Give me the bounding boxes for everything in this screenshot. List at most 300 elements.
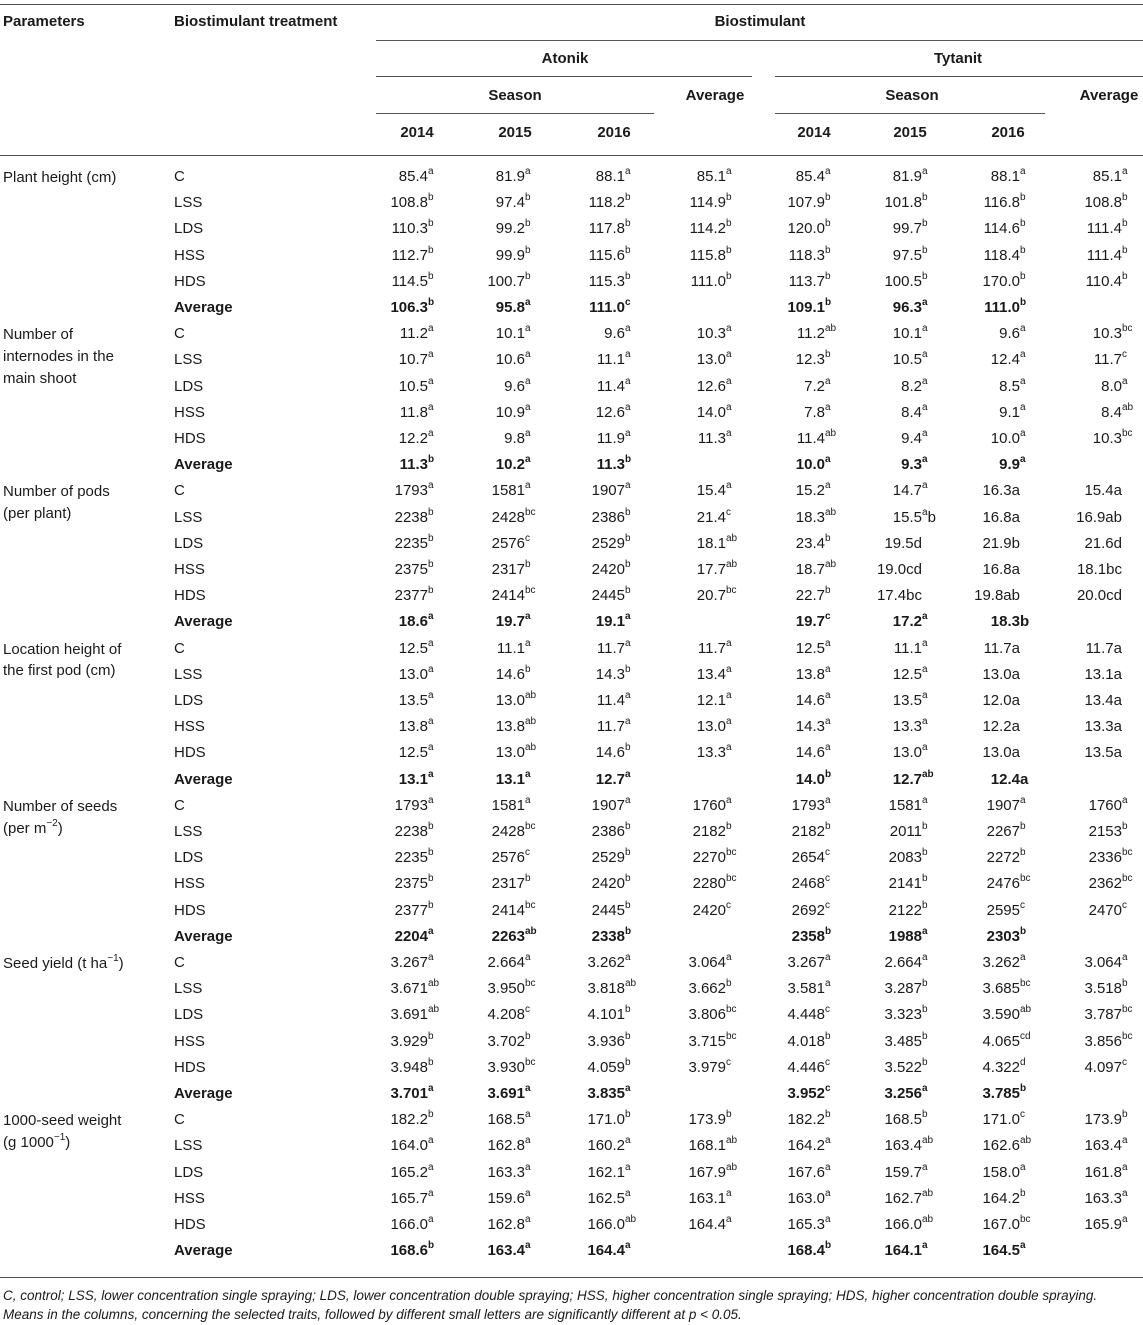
significance-letter: b (625, 899, 631, 911)
cell-letters (428, 612, 434, 632)
significance-letter: ab (726, 559, 738, 570)
cell-letters (625, 979, 636, 999)
significance-letter: a (825, 375, 831, 387)
significance-letter: b (825, 925, 832, 937)
parameter-label-last (3, 818, 163, 840)
significance-letter: ab (428, 1004, 440, 1016)
cell-letters (525, 1032, 531, 1052)
cell-letters (726, 481, 732, 501)
significance-letter: c (726, 506, 731, 518)
cell-letters (428, 350, 434, 370)
significance-letter: ab (825, 559, 837, 570)
treatment-label: LSS (174, 823, 203, 840)
significance-letter: a (1020, 428, 1026, 439)
cell-letters (726, 219, 732, 239)
cell-number: 114.5 (391, 272, 428, 290)
significance-letter: a (825, 663, 831, 675)
cell-letters (428, 272, 434, 292)
cell-number: 14.6 (795, 692, 825, 709)
significance-letter: a (625, 768, 631, 780)
cell-number: 12.6 (696, 377, 726, 395)
cell-number: 2420 (692, 901, 726, 919)
cell-letters (825, 481, 831, 501)
significance-letter: b (726, 244, 732, 256)
cell-number: 12.5 (892, 665, 922, 683)
cell-letters (825, 1215, 831, 1235)
cell-number: 117.8 (588, 220, 625, 238)
cell-letters (625, 272, 631, 292)
significance-letter: b (428, 506, 434, 518)
significance-letter: ab (525, 716, 537, 728)
cell-number: 163.3 (1084, 1189, 1122, 1207)
header-treatment: Biostimulant treatment (174, 13, 338, 30)
cell-number: 1793 (394, 482, 428, 500)
cell-number: 4.446 (787, 1058, 825, 1076)
cell-letters (726, 560, 737, 580)
cell-letters (922, 1136, 933, 1156)
significance-letter: b (625, 1004, 631, 1016)
cell-number: 2476 (986, 875, 1020, 893)
significance-letter: b (1020, 847, 1026, 859)
cell-number: 3.064 (1084, 954, 1122, 971)
cell-number: 3.267 (390, 954, 428, 971)
cell-letters (726, 508, 731, 528)
cell-number: 10.3 (696, 325, 726, 343)
significance-letter: bc (1122, 1004, 1133, 1016)
significance-letter: a (922, 1240, 928, 1252)
cell-letters (625, 219, 631, 239)
significance-letter: a (825, 166, 831, 177)
cell-number: 1760 (692, 796, 726, 814)
significance-letter: b (428, 847, 434, 859)
significance-letter: bc (525, 585, 536, 597)
cell-letters (428, 324, 434, 344)
cell-letters (726, 1005, 737, 1025)
cell-number: 11.3 (596, 456, 625, 474)
cell-letters (625, 193, 631, 213)
significance-letter: b (1122, 1109, 1128, 1121)
significance-letter: a (726, 952, 732, 963)
cell-number: 14.7 (892, 482, 922, 500)
significance-letter: a (922, 166, 928, 177)
cell-letters (726, 979, 732, 999)
treatment-label: HSS (174, 718, 205, 736)
treatment-label: HDS (174, 1058, 206, 1076)
treatment-label: LDS (174, 1163, 204, 1181)
cell-number: 10.5 (398, 377, 428, 395)
significance-letter: bc (726, 1004, 737, 1016)
cell-number: 13.3 (696, 744, 726, 762)
cell-letters (525, 560, 531, 580)
significance-letter: a (625, 611, 631, 623)
treatment-label: HDS (174, 1216, 206, 1233)
significance-letter: b (625, 506, 631, 518)
cell-letters (428, 743, 434, 763)
cell-number: 2692 (791, 901, 825, 919)
cell-letters (428, 219, 434, 239)
treatment-label: LSS (174, 508, 203, 526)
significance-letter: ab (922, 1214, 934, 1225)
cell-letters (922, 1032, 928, 1052)
parameter-label (3, 953, 163, 975)
cell-number: 9.8 (504, 430, 525, 447)
significance-letter: a (625, 166, 631, 177)
cell-number: 10.3 (1092, 325, 1122, 343)
cell-number: 2445 (591, 587, 625, 605)
cell-letters (428, 1084, 434, 1104)
cell-number: 9.3 (901, 456, 922, 474)
cell-number: 2386 (591, 823, 625, 840)
cell-letters (825, 403, 831, 423)
cell-number: 171.0 (982, 1111, 1020, 1129)
significance-letter: a (922, 742, 928, 754)
cell-letters (825, 455, 831, 475)
cell-letters (525, 193, 531, 213)
significance-letter: a (825, 1161, 831, 1173)
significance-letter: b (922, 1056, 928, 1068)
cell-letters (825, 1084, 831, 1104)
cell-letters (922, 717, 928, 737)
cell-number: 3.485 (884, 1032, 922, 1050)
header-atonik-season: Season (488, 87, 542, 104)
cell-number: 12.2a (982, 718, 1020, 736)
cell-number: 2468 (791, 875, 825, 893)
parameter-label-line: Number of (3, 326, 74, 344)
significance-letter: a (525, 1240, 531, 1252)
header-tytanit: Tytanit (933, 50, 983, 67)
cell-letters (1020, 1032, 1031, 1052)
cell-number: 18.3 (990, 613, 1020, 631)
cell-letters (1122, 193, 1128, 213)
cell-letters (825, 534, 831, 554)
cell-letters (625, 350, 631, 370)
cell-number: 13.4 (696, 665, 726, 683)
cell-number: 14.3 (795, 718, 825, 736)
cell-number: 9.1 (999, 403, 1020, 421)
significance-letter: ab (922, 1135, 934, 1147)
cell-number: 108.8 (1084, 194, 1122, 212)
cell-letters (525, 1163, 531, 1183)
significance-letter: a (428, 428, 434, 439)
cell-letters (625, 796, 631, 816)
cell-letters (1020, 770, 1028, 790)
cell-number: 110.3 (391, 220, 428, 238)
cell-number: 168.6 (390, 1242, 428, 1260)
cell-letters (825, 560, 836, 580)
significance-letter: a (525, 401, 531, 413)
cell-number: 85.1 (696, 168, 726, 185)
cell-number: 2428 (491, 823, 525, 840)
cell-letters (625, 1058, 631, 1078)
cell-number: 2445 (591, 901, 625, 919)
cell-letters (525, 429, 531, 449)
significance-letter: a (1020, 375, 1026, 387)
significance-letter: b (428, 821, 434, 832)
significance-letter: b (625, 585, 631, 597)
significance-letter-inline: b (1020, 613, 1030, 631)
significance-letter: a (726, 716, 732, 728)
significance-letter: a (525, 375, 531, 387)
cell-letters (825, 665, 831, 685)
cell-number: 1907 (591, 482, 625, 500)
cell-number: 2182 (692, 823, 726, 840)
cell-letters (922, 953, 928, 973)
significance-letter: b (428, 244, 434, 256)
header-atonik: Atonik (541, 50, 589, 67)
significance-letter: c (1020, 899, 1025, 911)
cell-number: 85.1 (1092, 168, 1122, 185)
cell-letters (726, 324, 732, 344)
cell-number: 9.9 (999, 456, 1020, 474)
significance-letter: b (922, 244, 928, 256)
cell-letters (625, 901, 631, 921)
significance-letter: b (428, 297, 435, 308)
significance-letter: ab (825, 323, 837, 335)
cell-number: 164.2 (787, 1137, 825, 1155)
significance-letter: a (922, 952, 928, 963)
cell-number: 11.2 (796, 325, 825, 343)
header-tytanit-average: Average (1079, 87, 1139, 104)
significance-letter: b (1020, 270, 1026, 282)
cell-number: 12.7 (595, 770, 625, 788)
cell-letters (1122, 1163, 1128, 1183)
significance-letter: a (428, 637, 434, 649)
cell-letters (1122, 979, 1128, 999)
cell-number: 21.6d (1084, 534, 1122, 552)
cell-number: 11.4 (796, 430, 825, 447)
cell-letters (726, 1136, 737, 1156)
treatment-label: HDS (174, 430, 206, 447)
significance-letter: bc (1122, 1030, 1133, 1042)
cell-letters (525, 167, 531, 187)
cell-letters (922, 193, 928, 213)
cell-number: 11.7 (596, 718, 625, 736)
cell-number: 8.0 (1101, 377, 1122, 395)
cell-number: 2377 (394, 587, 428, 605)
significance-letter: a (625, 428, 631, 439)
average-row-label: Average (174, 456, 233, 474)
cell-letters (428, 1032, 434, 1052)
cell-letters (726, 717, 732, 737)
significance-letter: bc (525, 1056, 536, 1068)
significance-letter: bc (1020, 1214, 1031, 1225)
cell-letters (922, 1215, 933, 1235)
cell-number: 2595 (986, 901, 1020, 919)
cell-letters (1020, 822, 1026, 842)
cell-letters (428, 822, 434, 842)
parameter-label-line: internodes in the (3, 347, 114, 365)
cell-number: 3.856 (1084, 1032, 1122, 1050)
cell-letters (428, 639, 434, 659)
cell-letters (428, 429, 434, 449)
significance-letter: a (428, 1135, 434, 1147)
cell-letters (1020, 193, 1026, 213)
cell-number: 112.7 (391, 246, 428, 264)
cell-letters (825, 612, 831, 632)
treatment-label: HSS (174, 1032, 205, 1050)
cell-number: 2529 (591, 534, 625, 552)
cell-number: 2386 (591, 508, 625, 526)
cell-letters (922, 508, 936, 528)
cell-number: 11.9 (596, 430, 625, 447)
significance-letter: b (428, 585, 434, 597)
cell-letters (428, 770, 434, 790)
cell-number: 13.0a (982, 744, 1020, 762)
cell-number: 3.930 (487, 1058, 525, 1076)
cell-number: 4.448 (787, 1006, 825, 1024)
treatment-label: HDS (174, 901, 206, 919)
parameter-label (3, 167, 163, 189)
significance-letter: ab (726, 1161, 738, 1173)
significance-letter: b (428, 1056, 434, 1068)
cell-number: 3.671 (390, 980, 428, 998)
tytanit-season-underline (775, 113, 1045, 114)
cell-number: 111.4 (1086, 220, 1122, 238)
treatment-label: HSS (174, 875, 205, 893)
cell-letters (1020, 848, 1026, 868)
cell-letters (625, 534, 631, 554)
significance-letter: a (1122, 952, 1128, 963)
cell-letters (1020, 1058, 1026, 1078)
significance-letter: b (525, 270, 531, 282)
cell-number: 2238 (394, 508, 428, 526)
cell-number: 13.0 (892, 744, 922, 762)
cell-letters (1122, 377, 1128, 397)
cell-letters (428, 534, 434, 554)
significance-letter: b (1122, 270, 1128, 282)
significance-letter: bc (1020, 873, 1031, 885)
cell-number: 3.691 (487, 1085, 525, 1102)
cell-letters (625, 324, 631, 344)
cell-number: 95.8 (495, 299, 525, 316)
cell-number: 12.5 (398, 744, 428, 762)
cell-number: 12.7 (892, 770, 922, 788)
significance-letter: a (428, 349, 434, 361)
cell-number: 2235 (394, 849, 428, 867)
cell-number: 2358 (791, 927, 825, 945)
significance-letter: a (525, 794, 531, 806)
significance-letter: b (726, 218, 732, 230)
table-bottom-rule (0, 1277, 1143, 1278)
significance-letter: b (625, 559, 631, 570)
cell-number: 10.3 (1092, 430, 1122, 447)
significance-letter: ab (525, 742, 537, 754)
cell-letters (428, 691, 434, 711)
cell-number: 164.2 (982, 1189, 1020, 1207)
cell-number: 13.3a (1084, 718, 1122, 736)
cell-number: 3.785 (982, 1085, 1020, 1102)
cell-number: 11.7a (1085, 639, 1122, 657)
significance-letter: a (525, 349, 531, 361)
cell-letters (922, 219, 928, 239)
parameter-label (3, 639, 163, 682)
parameter-label-line: Location height of (3, 640, 122, 658)
significance-letter: a (525, 480, 531, 492)
cell-number: 166.0 (587, 1216, 625, 1233)
treatment-label: LDS (174, 220, 204, 238)
significance-letter: a (428, 663, 434, 675)
header-year: 2015 (893, 124, 927, 141)
cell-letters (1122, 272, 1128, 292)
significance-letter: c (825, 847, 830, 859)
cell-letters (922, 848, 928, 868)
significance-letter: a (625, 401, 631, 413)
cell-number: 2.664 (884, 954, 922, 971)
cell-number: 114.2 (689, 220, 726, 238)
significance-letter: a (1020, 166, 1026, 177)
cell-number: 1581 (491, 482, 525, 500)
cell-number: 10.1 (892, 325, 922, 343)
significance-letter: bc (1122, 428, 1133, 439)
cell-letters (825, 1136, 831, 1156)
cell-letters (1020, 1136, 1031, 1156)
treatment-label: LSS (174, 1137, 203, 1155)
cell-number: 11.1 (496, 639, 525, 657)
significance-letter: a (1020, 1240, 1026, 1252)
cell-letters (825, 953, 831, 973)
parameter-label-line: Seed yield (t ha (3, 955, 108, 972)
parameter-label-last (3, 953, 163, 975)
significance-letter: a (525, 166, 531, 177)
cell-number: 18.6 (398, 613, 428, 631)
cell-number: 9.6 (504, 377, 525, 395)
cell-number: 81.9 (495, 168, 525, 185)
significance-letter: a (625, 794, 631, 806)
significance-letter: a (825, 794, 831, 806)
cell-number: 10.5 (892, 351, 922, 369)
cell-letters (625, 1241, 631, 1261)
cell-number: 182.2 (390, 1111, 428, 1129)
cell-number: 17.4bc (876, 587, 922, 605)
header-year: 2016 (991, 124, 1025, 141)
cell-letters (825, 743, 831, 763)
cell-letters (1020, 272, 1026, 292)
cell-letters (726, 1058, 731, 1078)
parameter-label (3, 1110, 163, 1153)
significance-letter: b (525, 663, 531, 675)
cell-letters (428, 979, 439, 999)
cell-letters (1020, 350, 1026, 370)
significance-letter: ab (525, 925, 537, 937)
cell-number: 13.1 (398, 770, 428, 788)
cell-letters (1122, 1215, 1128, 1235)
treatment-label: HDS (174, 744, 206, 762)
cell-number: 3.806 (688, 1006, 726, 1024)
cell-number: 15.4 (696, 482, 726, 500)
significance-letter: b (625, 742, 631, 754)
cell-letters (525, 1110, 531, 1130)
cell-number: 101.8 (884, 194, 922, 212)
parameter-label-line: main shoot (3, 369, 77, 387)
cell-letters (625, 743, 631, 763)
treatment-label: C (174, 639, 185, 657)
cell-number: 2338 (591, 927, 625, 945)
cell-letters (625, 1189, 631, 1209)
cell-letters (1020, 901, 1025, 921)
significance-letter: ab (428, 978, 440, 990)
cell-letters (825, 1163, 831, 1183)
cell-number: 163.0 (787, 1189, 825, 1207)
cell-number: 13.3 (892, 718, 922, 736)
cell-number: 7.2 (804, 377, 825, 395)
cell-number: 3.979 (688, 1058, 726, 1076)
cell-number: 2122 (888, 901, 922, 919)
significance-letter: b (1020, 218, 1026, 230)
cell-number: 3.590 (982, 1006, 1020, 1024)
cell-number: 13.0 (696, 718, 726, 736)
cell-number: 163.4 (884, 1137, 922, 1155)
treatment-label: HSS (174, 403, 205, 421)
